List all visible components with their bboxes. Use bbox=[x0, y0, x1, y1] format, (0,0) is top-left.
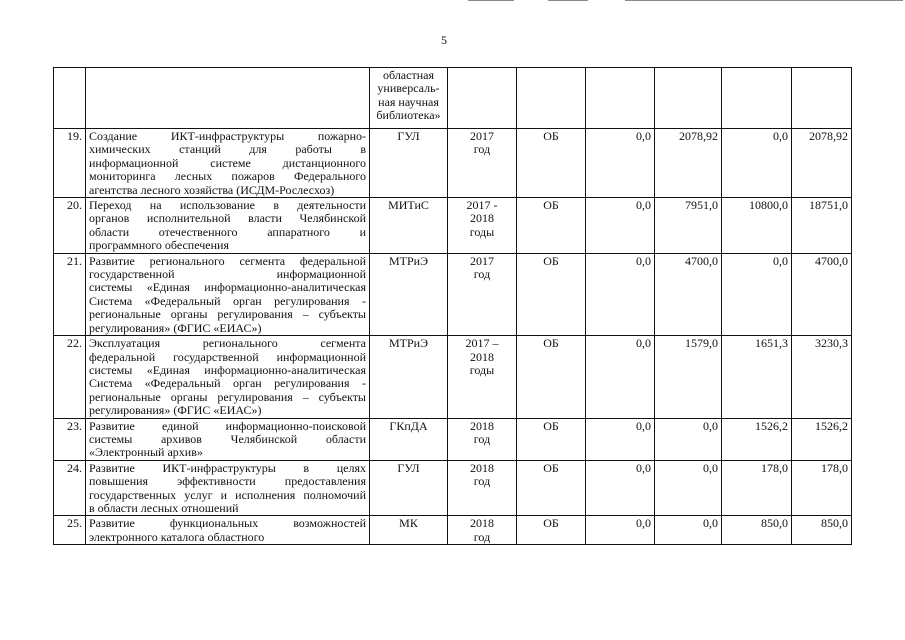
description-line: области отечественного аппаратного и bbox=[89, 224, 366, 239]
period-line: год bbox=[473, 474, 491, 489]
cell-description bbox=[86, 198, 370, 254]
cell-description bbox=[86, 253, 370, 335]
cell-executor: МК bbox=[370, 516, 448, 545]
table-row bbox=[54, 418, 852, 460]
cell-value-1: 0,0 bbox=[586, 460, 655, 516]
cell-source: ОБ bbox=[517, 253, 586, 335]
cell-period bbox=[448, 336, 517, 418]
cell-executor: МТРиЭ bbox=[370, 336, 448, 418]
cell-value-3: 178,0 bbox=[722, 460, 792, 516]
cell-number: 25. bbox=[54, 516, 86, 545]
description-line: Создание ИКТ-инфраструктуры пожарно- bbox=[89, 129, 366, 143]
description-line: федеральной государственной информационной bbox=[89, 349, 366, 364]
description-line: Система «Федеральный орган регулирования - bbox=[89, 293, 366, 308]
period-line: год bbox=[473, 431, 491, 446]
description-line: «Электронный архив» bbox=[89, 445, 203, 460]
description-line: информационной системе дистанционного bbox=[89, 155, 366, 170]
top-rule-middle bbox=[548, 0, 588, 1]
cell-executor: ГУЛ bbox=[370, 129, 448, 198]
table-row bbox=[54, 129, 852, 198]
executor-line: универсаль- bbox=[377, 81, 440, 96]
period-line: 2018 bbox=[470, 460, 494, 475]
cell-value-2: 7951,0 bbox=[655, 198, 722, 254]
cell-value-2: 2078,92 bbox=[655, 129, 722, 198]
cell-total: 18751,0 bbox=[792, 198, 852, 254]
table-row bbox=[54, 198, 852, 254]
cell-executor: МИТиС bbox=[370, 198, 448, 254]
executor-line: областная bbox=[383, 68, 434, 82]
program-measures-table bbox=[53, 67, 852, 545]
description-line: Эксплуатация регионального сегмента bbox=[89, 336, 366, 351]
page-number: 5 bbox=[441, 33, 447, 47]
cell-value-1: 0,0 bbox=[586, 198, 655, 254]
cell-period bbox=[448, 460, 517, 516]
description-line: системы архивов Челябинской области bbox=[89, 431, 366, 446]
top-rule-right bbox=[625, 0, 903, 1]
cell-value-1: 0,0 bbox=[586, 336, 655, 418]
cell-value-2: 0,0 bbox=[655, 516, 722, 545]
cell-period bbox=[448, 516, 517, 545]
cell-total: 850,0 bbox=[792, 516, 852, 545]
cell-source: ОБ bbox=[517, 198, 586, 254]
cell-value-2: 0,0 bbox=[655, 418, 722, 460]
executor-line: библиотека» bbox=[376, 108, 441, 123]
table-row bbox=[54, 516, 852, 545]
cell-description bbox=[86, 336, 370, 418]
cell-executor: МТРиЭ bbox=[370, 253, 448, 335]
cell-value-3: 10800,0 bbox=[722, 198, 792, 254]
period-line: годы bbox=[469, 224, 495, 239]
description-line: Переход на использование в деятельности bbox=[89, 198, 366, 213]
description-line: химических станций для работы в bbox=[89, 142, 366, 157]
cell-number: 20. bbox=[54, 198, 86, 254]
description-line: программного обеспечения bbox=[89, 238, 229, 253]
cell-number: 22. bbox=[54, 336, 86, 418]
cell-period bbox=[448, 253, 517, 335]
cell-value-2: 0,0 bbox=[655, 460, 722, 516]
cell-source bbox=[517, 68, 586, 129]
continuation-row bbox=[54, 68, 852, 129]
cell-number: 21. bbox=[54, 253, 86, 335]
period-line: 2018 bbox=[470, 211, 494, 226]
cell-number: 23. bbox=[54, 418, 86, 460]
period-line: год bbox=[473, 529, 491, 544]
cell-value-3 bbox=[722, 68, 792, 129]
cell-value-2: 1579,0 bbox=[655, 336, 722, 418]
cell-period bbox=[448, 198, 517, 254]
cell-executor: ГУЛ bbox=[370, 460, 448, 516]
cell-number: 24. bbox=[54, 460, 86, 516]
description-line: электронного каталога областного bbox=[89, 529, 265, 544]
cell-source: ОБ bbox=[517, 460, 586, 516]
cell-description bbox=[86, 516, 370, 545]
period-line: 2017 – bbox=[465, 336, 499, 351]
cell-value-1 bbox=[586, 68, 655, 129]
cell-description bbox=[86, 460, 370, 516]
table-row bbox=[54, 336, 852, 418]
cell-period bbox=[448, 129, 517, 198]
cell-value-3: 1526,2 bbox=[722, 418, 792, 460]
period-line: 2018 bbox=[470, 418, 494, 433]
description-line: органов исполнительной власти Челябинской bbox=[89, 211, 366, 226]
description-line: Развитие регионального сегмента федеральной bbox=[89, 253, 366, 268]
period-line: год bbox=[473, 267, 491, 282]
cell-total: 4700,0 bbox=[792, 253, 852, 335]
description-line: регулирования» (ФГИС «ЕИАС») bbox=[89, 403, 262, 418]
description-line: мониторинга лесных пожаров Федерального bbox=[89, 169, 366, 184]
cell-total: 2078,92 bbox=[792, 129, 852, 198]
cell-period bbox=[448, 418, 517, 460]
cell-executor bbox=[370, 68, 448, 129]
period-line: 2017 bbox=[470, 129, 494, 143]
table-row bbox=[54, 253, 852, 335]
cell-value-1: 0,0 bbox=[586, 418, 655, 460]
cell-value-1: 0,0 bbox=[586, 129, 655, 198]
cell-value-2: 4700,0 bbox=[655, 253, 722, 335]
description-line: системы «Единая информационно-аналитическая bbox=[89, 280, 366, 295]
description-line: Система «Федеральный орган регулирования - bbox=[89, 376, 366, 391]
cell-total: 3230,3 bbox=[792, 336, 852, 418]
cell-value-2 bbox=[655, 68, 722, 129]
period-line: 2018 bbox=[470, 516, 494, 531]
cell-period bbox=[448, 68, 517, 129]
cell-description bbox=[86, 68, 370, 129]
cell-total: 178,0 bbox=[792, 460, 852, 516]
cell-number bbox=[54, 68, 86, 129]
cell-executor: ГКпДА bbox=[370, 418, 448, 460]
top-rule-left bbox=[468, 0, 514, 1]
period-line: год bbox=[473, 142, 491, 157]
period-line: 2017 bbox=[470, 253, 494, 268]
description-line: в области лесных отношений bbox=[89, 500, 239, 515]
period-line: 2017 - bbox=[466, 198, 498, 213]
executor-line: ная научная bbox=[378, 94, 439, 109]
description-line: Развитие функциональных возможностей bbox=[89, 516, 366, 531]
period-line: годы bbox=[469, 362, 495, 377]
cell-value-3: 0,0 bbox=[722, 129, 792, 198]
cell-number: 19. bbox=[54, 129, 86, 198]
cell-source: ОБ bbox=[517, 418, 586, 460]
period-line: 2018 bbox=[470, 349, 494, 364]
cell-total bbox=[792, 68, 852, 129]
cell-value-3: 850,0 bbox=[722, 516, 792, 545]
description-line: агентства лесного хозяйства (ИСДМ-Рослесхоз) bbox=[89, 182, 335, 197]
description-line: государственной информационной bbox=[89, 267, 366, 282]
cell-total: 1526,2 bbox=[792, 418, 852, 460]
cell-description bbox=[86, 129, 370, 198]
description-line: регулирования» (ФГИС «ЕИАС») bbox=[89, 320, 262, 335]
cell-value-1: 0,0 bbox=[586, 516, 655, 545]
cell-source: ОБ bbox=[517, 336, 586, 418]
description-line: государственных услуг и исполнения полномочий bbox=[89, 487, 366, 502]
description-line: региональные органы регулирования – субъекты bbox=[89, 389, 366, 404]
cell-source: ОБ bbox=[517, 516, 586, 545]
description-line: системы «Единая информационно-аналитическая bbox=[89, 362, 366, 377]
cell-source: ОБ bbox=[517, 129, 586, 198]
description-line: Развитие ИКТ-инфраструктуры в целях bbox=[89, 460, 366, 475]
cell-value-3: 0,0 bbox=[722, 253, 792, 335]
cell-value-1: 0,0 bbox=[586, 253, 655, 335]
description-line: повышения эффективности предоставления bbox=[89, 474, 366, 489]
cell-description bbox=[86, 418, 370, 460]
table-row bbox=[54, 460, 852, 516]
description-line: региональные органы регулирования – субъекты bbox=[89, 307, 366, 322]
description-line: Развитие единой информационно-поисковой bbox=[89, 418, 366, 433]
cell-value-3: 1651,3 bbox=[722, 336, 792, 418]
